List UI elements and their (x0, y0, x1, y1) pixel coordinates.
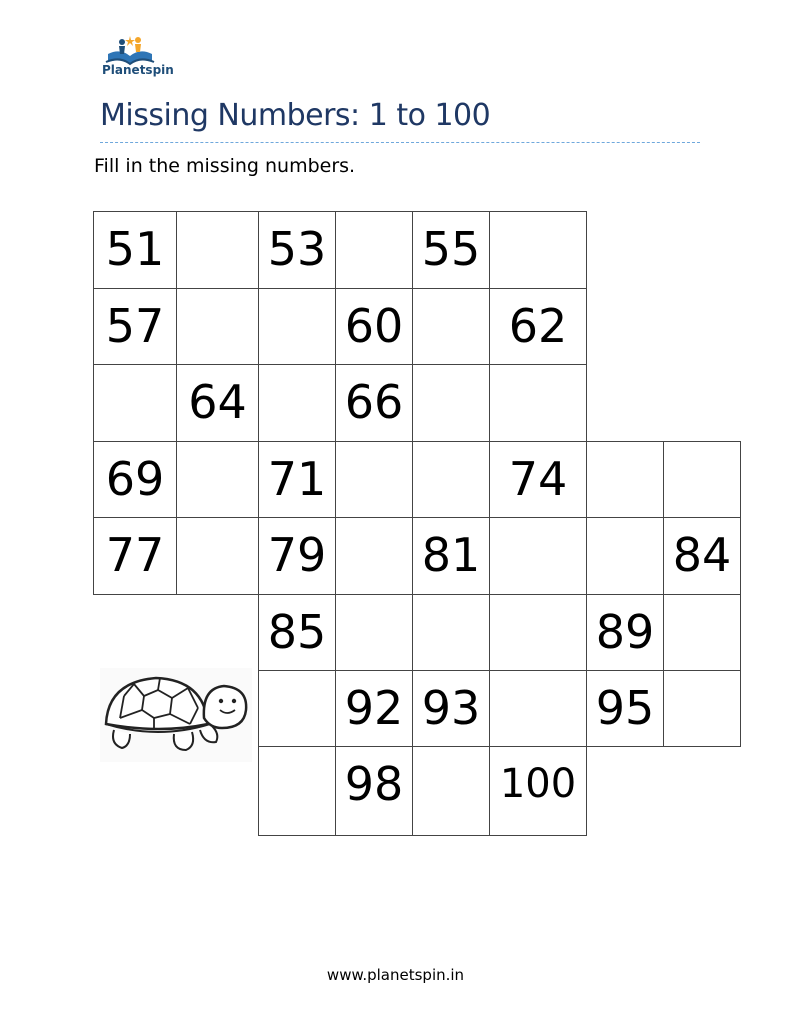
grid-cell (176, 364, 259, 442)
grid-cell (258, 211, 336, 289)
grid-cell (176, 288, 259, 365)
grid-cell (93, 211, 177, 289)
cell-number: 98 (344, 757, 404, 811)
grid-cell (176, 211, 259, 289)
cell-number: 100 (499, 761, 577, 807)
cell-number: 85 (267, 605, 327, 659)
grid-cell (258, 288, 336, 365)
grid-cell (663, 517, 741, 595)
grid-cell (335, 441, 413, 518)
grid-cell (489, 288, 587, 365)
grid-cell (586, 670, 664, 747)
grid-cell (412, 517, 490, 595)
cell-number: 53 (267, 222, 327, 276)
grid-cell (93, 441, 177, 518)
grid-cell (258, 364, 336, 442)
grid-cell (93, 364, 177, 442)
cell-number: 74 (508, 452, 568, 506)
grid-cell (335, 364, 413, 442)
grid-cell (586, 441, 664, 518)
grid-cell (586, 594, 664, 671)
title-divider (100, 142, 700, 143)
grid-cell (335, 211, 413, 289)
grid-cell (335, 517, 413, 595)
grid-cell (93, 517, 177, 595)
cell-number: 55 (421, 222, 481, 276)
grid-cell (412, 746, 490, 836)
grid-cell (258, 594, 336, 671)
instructions: Fill in the missing numbers. (94, 155, 356, 177)
brand-name: Planetspin (102, 63, 174, 77)
cell-number: 69 (105, 452, 165, 506)
cell-number: 71 (267, 452, 327, 506)
grid-cell (412, 211, 490, 289)
grid-cell (258, 441, 336, 518)
page-title: Missing Numbers: 1 to 100 (100, 98, 491, 133)
grid-cell (489, 211, 587, 289)
cell-number: 57 (105, 299, 165, 353)
grid-cell (663, 670, 741, 747)
grid-cell (663, 441, 741, 518)
grid-cell (412, 288, 490, 365)
grid-cell (412, 594, 490, 671)
grid-cell (489, 746, 587, 836)
cell-number: 79 (267, 528, 327, 582)
grid-cell (489, 364, 587, 442)
grid-cell (176, 441, 259, 518)
cell-number: 92 (344, 681, 404, 735)
cell-number: 89 (595, 605, 655, 659)
cell-number: 81 (421, 528, 481, 582)
cell-number: 51 (105, 222, 165, 276)
grid-cell (258, 746, 336, 836)
grid-cell (335, 746, 413, 836)
grid-cell (586, 517, 664, 595)
cell-number: 64 (188, 375, 247, 429)
grid-cell (335, 670, 413, 747)
cell-number: 60 (344, 299, 404, 353)
grid-cell (489, 670, 587, 747)
turtle-illustration-icon (100, 668, 252, 762)
grid-cell (335, 288, 413, 365)
cell-number: 62 (508, 299, 568, 353)
footer-url: www.planetspin.in (326, 966, 465, 984)
grid-cell (412, 364, 490, 442)
grid-cell (176, 517, 259, 595)
grid-cell (412, 670, 490, 747)
grid-cell (489, 441, 587, 518)
grid-cell (412, 441, 490, 518)
grid-cell (335, 594, 413, 671)
grid-cell (258, 517, 336, 595)
cell-number: 66 (344, 375, 404, 429)
cell-number: 95 (595, 681, 655, 735)
grid-cell (489, 594, 587, 671)
grid-cell (663, 594, 741, 671)
grid-cell (258, 670, 336, 747)
cell-number: 84 (672, 528, 732, 582)
grid-cell (93, 288, 177, 365)
grid-cell (489, 517, 587, 595)
cell-number: 77 (105, 528, 165, 582)
cell-number: 93 (421, 681, 481, 735)
